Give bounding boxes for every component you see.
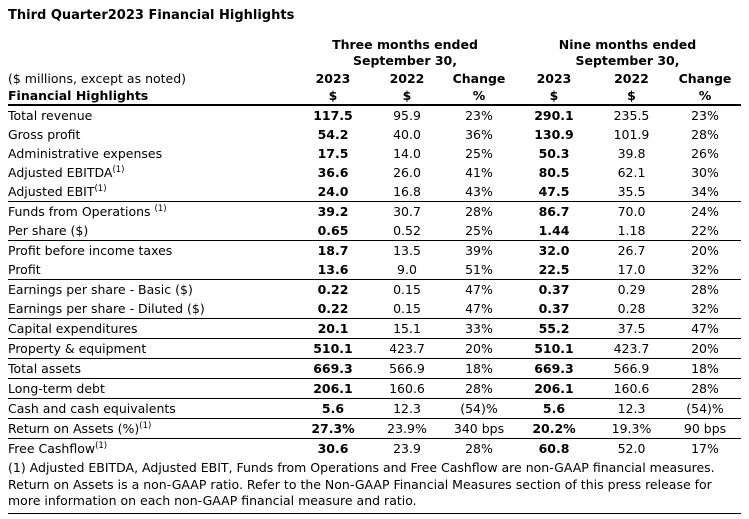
unit-percent: % <box>669 88 741 105</box>
value-cell: 25% <box>444 221 514 241</box>
row-label: Adjusted EBIT$^{(1)}$ <box>8 182 296 202</box>
value-cell: 36.6 <box>317 165 349 180</box>
value-cell: 17.0 <box>594 260 669 280</box>
row-label: Earnings per share - Diluted ($) <box>8 299 296 319</box>
unit-dollar: $ <box>594 88 669 105</box>
value-cell: 160.6 <box>594 379 669 399</box>
value-cell: 43% <box>444 182 514 202</box>
value-cell: 23.9 <box>393 441 421 456</box>
value-cell: 36% <box>465 127 493 142</box>
value-cell: 1.18 <box>594 221 669 241</box>
value-cell: 101.9 <box>613 127 650 142</box>
value-cell: 160.6 <box>370 379 444 399</box>
value-cell: 28% <box>691 127 719 142</box>
value-cell: 18% <box>669 359 741 379</box>
value-cell: 30.7 <box>393 204 421 219</box>
footnote-reference: (1) <box>154 203 167 214</box>
table-row <box>8 439 741 459</box>
value-cell: 39% <box>465 243 493 258</box>
row-label: Profit before income taxes <box>8 243 173 258</box>
value-cell: 0.29 <box>617 282 646 297</box>
value-cell: 15.1 <box>370 319 444 339</box>
unit-percent: % <box>444 88 514 105</box>
value-cell: 28% <box>465 204 493 219</box>
value-cell: 12.3 <box>370 399 444 419</box>
table-body <box>8 105 741 458</box>
value-cell: 47% <box>669 319 741 339</box>
value-cell: 37.5 <box>594 319 669 339</box>
section-label: Financial Highlights <box>8 88 296 105</box>
value-cell: 86.7 <box>538 204 570 219</box>
value-cell: 340 bps <box>444 419 514 439</box>
value-cell: 70.0 <box>617 204 646 219</box>
value-cell: (54)% <box>444 399 514 419</box>
value-cell: 62.1 <box>617 165 646 180</box>
footnote: (1) Adjusted EBITDA, Adjusted EBIT, Funds from Operations and Free Cashflow are non-GAAP financial measures. Return on Assets is a non-GAAP ratio. Refer to the Non-GAAP Financial Measures section of this press release for more information on each non-GAAP financial measure and ratio. <box>8 458 741 514</box>
table-row <box>8 163 741 182</box>
value-cell: 235.5 <box>613 108 650 123</box>
value-cell: 23.9% <box>370 419 444 439</box>
value-cell: 669.3 <box>514 359 594 379</box>
footnote-reference: (1) <box>95 440 108 451</box>
table-row <box>8 379 741 399</box>
value-cell: 423.7 <box>594 339 669 359</box>
row-label: Total assets <box>8 359 296 379</box>
value-cell: 0.37 <box>514 299 594 319</box>
unit-note: ($ millions, except as noted) <box>8 71 187 86</box>
value-cell: 0.15 <box>370 299 444 319</box>
value-cell: 26% <box>691 146 719 161</box>
value-cell: 566.9 <box>594 359 669 379</box>
table-row <box>8 419 741 439</box>
value-cell: 423.7 <box>370 339 444 359</box>
value-cell: 669.3 <box>296 359 370 379</box>
value-cell: 0.22 <box>317 282 349 297</box>
col-group-nine-months <box>514 35 741 69</box>
group-spacer <box>8 35 296 69</box>
value-cell: 0.37 <box>538 282 570 297</box>
value-cell: 0.22 <box>296 299 370 319</box>
value-cell: 28% <box>465 441 493 456</box>
group-title-line1: Nine months ended <box>558 37 697 52</box>
unit-dollar: $ <box>514 88 594 105</box>
value-cell: 18.7 <box>317 243 349 258</box>
value-cell: 47.5 <box>514 182 594 202</box>
value-cell: 20.2% <box>514 419 594 439</box>
value-cell: 30.6 <box>317 441 349 456</box>
footnote-reference: (1) <box>94 183 107 194</box>
value-cell: 14.0 <box>393 146 421 161</box>
value-cell: 24% <box>691 204 719 219</box>
value-cell: 206.1 <box>296 379 370 399</box>
row-label: Return on Assets (%)$^{(1)}$ <box>8 419 296 439</box>
value-cell: 19.3% <box>594 419 669 439</box>
value-cell: 26.7 <box>617 243 646 258</box>
row-label: Administrative expenses <box>8 146 163 161</box>
table-row <box>8 280 741 300</box>
value-cell: 39.8 <box>617 146 646 161</box>
table-row <box>8 105 741 125</box>
footnote-reference: (1) <box>112 164 125 175</box>
value-cell: 41% <box>465 165 493 180</box>
group-title-line2: September 30, <box>575 53 680 68</box>
value-cell: 32% <box>669 260 741 280</box>
value-cell: 47% <box>465 282 493 297</box>
col-header-2023-9m: 2023 <box>536 71 572 86</box>
unit-dollar: $ <box>296 88 370 105</box>
unit-header-row <box>8 88 741 105</box>
value-cell: 34% <box>669 182 741 202</box>
value-cell: 22.5 <box>514 260 594 280</box>
year-header-row <box>8 69 741 88</box>
table-row <box>8 221 741 241</box>
table-row <box>8 241 741 261</box>
value-cell: 95.9 <box>393 108 421 123</box>
value-cell: 24.0 <box>296 182 370 202</box>
value-cell: 510.1 <box>296 339 370 359</box>
value-cell: 18% <box>444 359 514 379</box>
col-header-2022-9m: 2022 <box>614 71 649 86</box>
value-cell: 1.44 <box>514 221 594 241</box>
value-cell: 47% <box>444 299 514 319</box>
value-cell: 60.8 <box>538 441 570 456</box>
value-cell: 20% <box>444 339 514 359</box>
value-cell: 290.1 <box>534 108 574 123</box>
row-label: Long-term debt <box>8 379 296 399</box>
value-cell: 9.0 <box>370 260 444 280</box>
value-cell: 17% <box>691 441 719 456</box>
col-group-three-months <box>296 35 514 69</box>
row-label: Earnings per share - Basic ($) <box>8 282 193 297</box>
col-header-2023-3m: 2023 <box>315 71 351 86</box>
table-row <box>8 399 741 419</box>
value-cell: 33% <box>444 319 514 339</box>
value-cell: 20% <box>691 243 719 258</box>
value-cell: 30% <box>691 165 719 180</box>
value-cell: 35.5 <box>594 182 669 202</box>
row-label: Adjusted EBITDA$^{(1)}$ <box>8 164 125 180</box>
value-cell: 12.3 <box>594 399 669 419</box>
value-cell: 0.15 <box>393 282 421 297</box>
value-cell: 20.1 <box>296 319 370 339</box>
value-cell: 130.9 <box>534 127 574 142</box>
value-cell: 28% <box>691 282 719 297</box>
table-row <box>8 319 741 339</box>
unit-dollar: $ <box>370 88 444 105</box>
value-cell: 117.5 <box>313 108 353 123</box>
page-title: Third Quarter2023 Financial Highlights <box>8 8 295 23</box>
value-cell: 13.6 <box>296 260 370 280</box>
row-label: Per share ($) <box>8 221 296 241</box>
value-cell: 80.5 <box>538 165 570 180</box>
table-row <box>8 339 741 359</box>
value-cell: 32.0 <box>538 243 570 258</box>
table-row <box>8 125 741 144</box>
group-title-line2: September 30, <box>353 53 457 68</box>
value-cell: 0.65 <box>296 221 370 241</box>
value-cell: 22% <box>669 221 741 241</box>
row-label: Total revenue <box>8 108 93 123</box>
value-cell: 28% <box>444 379 514 399</box>
value-cell: 510.1 <box>514 339 594 359</box>
value-cell: 0.52 <box>370 221 444 241</box>
table-header <box>8 35 741 105</box>
table-row <box>8 260 741 280</box>
value-cell: 23% <box>465 108 493 123</box>
table-row <box>8 202 741 222</box>
value-cell: 25% <box>465 146 493 161</box>
financial-highlights-table <box>8 35 741 458</box>
period-group-row <box>8 35 741 69</box>
value-cell: 32% <box>669 299 741 319</box>
row-label: Profit <box>8 260 296 280</box>
value-cell: 40.0 <box>393 127 421 142</box>
footnote-reference: (1) <box>139 420 152 431</box>
value-cell: 206.1 <box>514 379 594 399</box>
table-row <box>8 182 741 202</box>
table-row <box>8 144 741 163</box>
col-header-change-3m: Change <box>452 71 506 86</box>
col-header-2022-3m: 2022 <box>389 71 425 86</box>
value-cell: 0.28 <box>594 299 669 319</box>
value-cell: 5.6 <box>514 399 594 419</box>
group-title-line1: Three months ended <box>332 37 478 52</box>
value-cell: 50.3 <box>538 146 570 161</box>
value-cell: 55.2 <box>514 319 594 339</box>
value-cell: 90 bps <box>669 419 741 439</box>
table-row <box>8 359 741 379</box>
value-cell: 17.5 <box>317 146 349 161</box>
value-cell: 39.2 <box>317 204 349 219</box>
value-cell: 26.0 <box>393 165 421 180</box>
row-label: Free Cashflow$^{(1)}$ <box>8 440 108 456</box>
row-label: Cash and cash equivalents <box>8 399 296 419</box>
table-row <box>8 299 741 319</box>
value-cell: 51% <box>444 260 514 280</box>
value-cell: (54)% <box>669 399 741 419</box>
row-label: Capital expenditures <box>8 319 296 339</box>
value-cell: 566.9 <box>370 359 444 379</box>
value-cell: 28% <box>669 379 741 399</box>
value-cell: 5.6 <box>296 399 370 419</box>
row-label: Funds from Operations $^{(1)}$ <box>8 203 167 219</box>
value-cell: 54.2 <box>317 127 349 142</box>
value-cell: 13.5 <box>393 243 421 258</box>
value-cell: 23% <box>691 108 719 123</box>
value-cell: 16.8 <box>370 182 444 202</box>
col-header-change-9m: Change <box>678 71 732 86</box>
row-label: Property & equipment <box>8 339 296 359</box>
value-cell: 20% <box>669 339 741 359</box>
value-cell: 52.0 <box>617 441 646 456</box>
row-label: Gross profit <box>8 127 81 142</box>
value-cell: 27.3% <box>296 419 370 439</box>
